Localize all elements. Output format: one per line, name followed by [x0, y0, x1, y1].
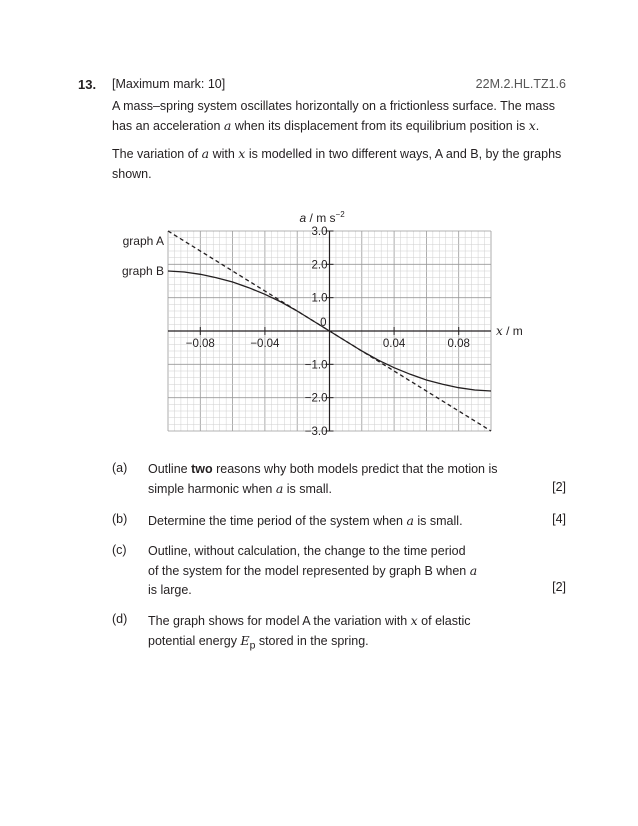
acceleration-displacement-graph [110, 205, 530, 437]
part-b-label: (b) [112, 512, 128, 526]
part-d-text: The graph shows for model A the variation with x of elastic potential energy $E_p$ stored in the spring. [148, 613, 471, 652]
intro-paragraph-2: The variation of a with x is modelled in two different ways, A and B, by the graphs shown. [112, 146, 562, 181]
y-tick-label: 3.0 [311, 226, 328, 238]
x-tick-label: 0.04 [382, 338, 406, 350]
origin-label: 0 [320, 317, 327, 329]
y-tick-label: −2.0 [304, 392, 328, 405]
part-d-label: (d) [112, 612, 128, 626]
graph-a-label: graph A [122, 234, 164, 248]
part-b-text: Determine the time period of the system when a is small. [148, 513, 463, 528]
y-tick-label: 1.0 [311, 292, 328, 305]
x-axis-label: x / m [496, 324, 523, 338]
graph-b-label: graph B [121, 264, 164, 278]
x-tick-label: 0.08 [447, 338, 470, 350]
part-b-marks: [4] [552, 512, 566, 526]
question-number: 13. [78, 77, 97, 92]
y-tick-label: −1.0 [304, 359, 328, 372]
maximum-mark: [Maximum mark: 10] [112, 77, 226, 91]
part-c-text: Outline, without calculation, the change to the time period of the system for the model represented by graph B when a is large. [148, 544, 478, 597]
x-tick-label: −0.04 [250, 338, 280, 350]
part-a-text: Outline two reasons why both models predict that the motion is simple harmonic when a is small. [148, 462, 498, 496]
intro-paragraph-1: A mass–spring system oscillates horizontally on a frictionless surface. The mass has an acceleration a when its displacement from its equilibrium position is x. [112, 99, 556, 133]
part-a-marks: [2] [552, 480, 566, 494]
y-tick-label: 2.0 [311, 259, 328, 272]
part-a-label: (a) [112, 461, 128, 475]
y-tick-label: −3.0 [304, 426, 328, 437]
part-c-label: (c) [112, 543, 127, 557]
part-c-marks: [2] [552, 580, 566, 594]
question-code: 22M.2.HL.TZ1.6 [475, 77, 566, 91]
x-tick-label: −0.08 [185, 338, 215, 350]
y-axis-label: a / m $s^{-2}$ [299, 210, 345, 225]
